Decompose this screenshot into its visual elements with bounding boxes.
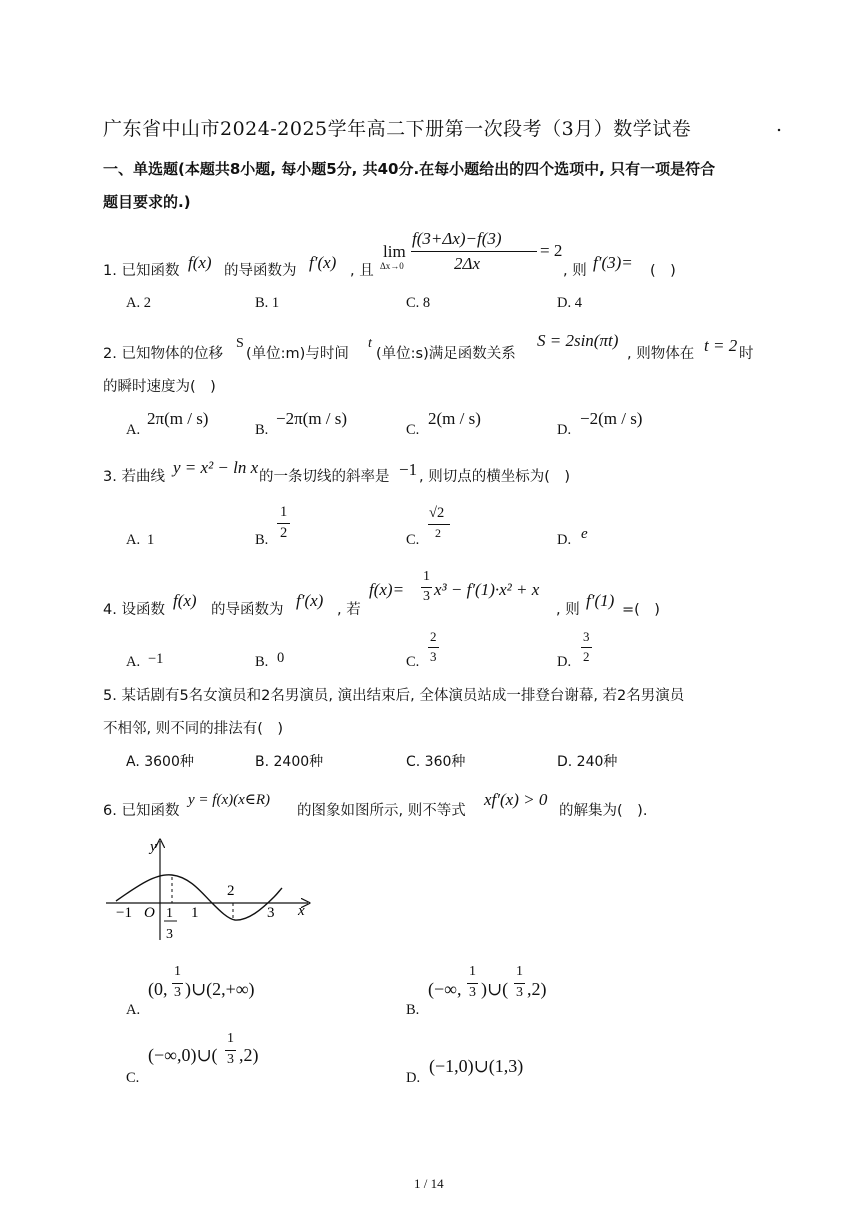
q6-text1: 的图象如图所示, 则不等式 — [297, 803, 466, 819]
q2-S: S — [236, 336, 244, 351]
function-curve — [116, 875, 282, 920]
q2-text2: (单位:s)满足函数关系 — [376, 346, 516, 362]
q3-text1: 的一条切线的斜率是 — [259, 469, 390, 485]
q2-option-c-letter: C. — [406, 422, 420, 438]
q4-option-b-letter: B. — [255, 654, 269, 670]
q2-option-b-value: −2π(m / s) — [276, 409, 348, 428]
q6-option-b-part3: ,2) — [527, 979, 547, 999]
page-number: 1 / 14 — [414, 1176, 444, 1191]
q3-option-b-num: 1 — [280, 504, 288, 520]
q6-option-c-den: 3 — [227, 1052, 234, 1067]
q1-lim-sub: Δx→0 — [380, 261, 404, 271]
function-graph — [100, 835, 315, 945]
q1-numerator: f(3+Δx)−f(3) — [412, 229, 502, 248]
q4-frac-num: 1 — [423, 569, 430, 584]
q4-option-d-num: 3 — [583, 629, 590, 644]
q1-option-b: B. 1 — [255, 295, 280, 311]
q6-option-c-num: 1 — [227, 1031, 234, 1046]
q4-option-c-num: 2 — [430, 629, 437, 644]
q2-option-c-value: 2(m / s) — [428, 409, 481, 428]
q6-option-a-num: 1 — [174, 964, 181, 979]
q6-option-a-den: 3 — [174, 985, 181, 1000]
q6-option-b-part2: )∪( — [481, 979, 509, 999]
q3-option-b-bar — [277, 523, 290, 524]
q6-option-d-letter: D. — [406, 1070, 421, 1086]
q4-expr: x³ − f′(1)·x² + x — [434, 580, 540, 599]
q5-option-b: B. 2400种 — [255, 754, 324, 770]
q4-option-b-value: 0 — [277, 650, 285, 666]
q3-slope: −1 — [399, 460, 418, 479]
q3-option-d-letter: D. — [557, 532, 572, 548]
q1-lim: lim — [383, 242, 406, 261]
q1-fpx: f′(x) — [309, 253, 337, 272]
q6-option-c-part2: ,2) — [239, 1045, 259, 1065]
page-title: 广东省中山市2024-2025学年高二下册第一次段考（3月）数学试卷 — [103, 118, 692, 140]
q2-relation: S = 2sin(πt) — [537, 331, 619, 350]
q4-option-c-den: 3 — [430, 649, 437, 664]
q6-option-a-part1: (0, — [148, 979, 168, 999]
section-header-line1: 一、单选题(本题共8小题, 每小题5分, 共40分.在每小题给出的四个选项中, 只有一项是符合 — [103, 160, 716, 178]
tick-label-3: 3 — [267, 905, 275, 921]
q4-frac-den: 3 — [423, 589, 430, 604]
q6-option-b-part1: (−∞, — [428, 979, 462, 999]
q3-curve: y = x² − ln x — [173, 458, 259, 477]
q2-t: t — [368, 336, 372, 351]
q4-option-c-letter: C. — [406, 654, 420, 670]
q6-option-a-part2: )∪(2,+∞) — [185, 979, 255, 999]
x-axis-label: x — [298, 903, 305, 919]
q1-equals: = 2 — [540, 241, 563, 260]
q2-text4: 时 — [739, 346, 754, 362]
q2-text1: (单位:m)与时间 — [246, 346, 349, 362]
q6-option-b-letter: B. — [406, 1002, 420, 1018]
q3-text2: , 则切点的横坐标为( ) — [419, 469, 571, 485]
q3-option-b-den: 2 — [280, 525, 288, 541]
tick-label-2: 2 — [227, 883, 235, 899]
tick-label-third-num: 1 — [166, 906, 173, 921]
q4-fpx: f′(x) — [296, 591, 324, 610]
q4-text2: , 若 — [337, 602, 361, 618]
q6-option-b-num1: 1 — [469, 964, 476, 979]
tick-label-1: 1 — [191, 905, 199, 921]
q1-then: , 则 — [563, 263, 587, 279]
q4-text1: 的导函数为 — [211, 602, 284, 618]
q6-text2: 的解集为( ). — [559, 803, 648, 819]
q1-option-d: D. 4 — [557, 295, 582, 311]
q4-option-d-letter: D. — [557, 654, 572, 670]
q1-option-c: C. 8 — [406, 295, 431, 311]
q2-line2: 的瞬时速度为( ) — [103, 379, 216, 395]
tick-label-neg1: −1 — [116, 905, 132, 921]
q6-option-c-letter: C. — [126, 1070, 140, 1086]
q1-paren: ( ) — [650, 263, 676, 279]
q6-option-b-bar1 — [467, 983, 478, 984]
q4-fx: f(x) — [173, 591, 197, 610]
title-dot: . — [776, 114, 783, 136]
q2-t2: t = 2 — [704, 336, 738, 355]
q4-fx-eq: f(x)= — [369, 580, 405, 599]
q6-option-b-num2: 1 — [516, 964, 523, 979]
q6-function: y = f(x)(x∈R) — [188, 792, 271, 808]
q6-inequality: xf′(x) > 0 — [484, 790, 548, 809]
tick-label-third-den: 3 — [166, 927, 173, 942]
q5-line1: 5. 某话剧有5名女演员和2名男演员, 演出结束后, 全体演员站成一排登台谢幕, 若2名男演员 — [103, 688, 685, 704]
q2-option-a-value: 2π(m / s) — [147, 409, 209, 428]
q4-option-d-den: 2 — [583, 649, 590, 664]
q4-then: , 则 — [556, 602, 580, 618]
q1-fp3: f′(3)= — [593, 253, 633, 272]
q3-option-a-letter: A. — [126, 532, 141, 548]
q4-prefix: 4. 设函数 — [103, 602, 165, 618]
q2-text3: , 则物体在 — [627, 346, 695, 362]
q2-option-a-letter: A. — [126, 422, 141, 438]
q3-prefix: 3. 若曲线 — [103, 469, 165, 485]
q1-prefix: 1. 已知函数 — [103, 263, 180, 279]
q4-option-a-letter: A. — [126, 654, 141, 670]
q2-prefix: 2. 已知物体的位移 — [103, 346, 223, 362]
q3-option-a-value: 1 — [147, 532, 155, 548]
q5-option-d: D. 240种 — [557, 754, 618, 770]
q3-option-c-num: √2 — [429, 505, 445, 521]
q1-fx: f(x) — [188, 253, 212, 272]
q6-option-c-part1: (−∞,0)∪( — [148, 1045, 218, 1065]
q4-paren: =( ) — [622, 602, 660, 618]
q4-frac-bar — [421, 587, 432, 588]
q3-option-c-bar — [428, 524, 450, 525]
q4-fp1: f′(1) — [586, 591, 615, 610]
q6-option-b-den1: 3 — [469, 985, 476, 1000]
q3-option-b-letter: B. — [255, 532, 269, 548]
q4-option-d-bar — [581, 647, 592, 648]
q5-line2: 不相邻, 则不同的排法有( ) — [103, 721, 284, 737]
section-header-line2: 题目要求的.) — [103, 193, 191, 211]
q6-option-c-bar — [225, 1050, 236, 1051]
q6-option-a-letter: A. — [126, 1002, 141, 1018]
q3-option-c-den: 2 — [435, 526, 441, 540]
q1-and: , 且 — [350, 263, 374, 279]
q3-option-d-value: e — [581, 526, 588, 542]
q2-option-b-letter: B. — [255, 422, 269, 438]
q6-option-a-bar — [172, 983, 183, 984]
y-axis-label: y — [150, 839, 157, 855]
q3-option-c-letter: C. — [406, 532, 420, 548]
origin-label: O — [144, 905, 155, 921]
q5-option-c: C. 360种 — [406, 754, 466, 770]
q4-option-c-bar — [428, 647, 439, 648]
q5-option-a: A. 3600种 — [126, 754, 194, 770]
q6-option-b-den2: 3 — [516, 985, 523, 1000]
q1-option-a: A. 2 — [126, 295, 151, 311]
q6-option-d-value: (−1,0)∪(1,3) — [429, 1056, 524, 1076]
q1-denominator: 2Δx — [454, 254, 481, 273]
q2-option-d-value: −2(m / s) — [580, 409, 643, 428]
q6-prefix: 6. 已知函数 — [103, 803, 180, 819]
q1-text: 的导函数为 — [224, 263, 297, 279]
q6-option-b-bar2 — [514, 983, 525, 984]
q4-option-a-value: −1 — [148, 651, 164, 667]
q2-option-d-letter: D. — [557, 422, 572, 438]
q1-fraction-bar — [411, 251, 537, 252]
